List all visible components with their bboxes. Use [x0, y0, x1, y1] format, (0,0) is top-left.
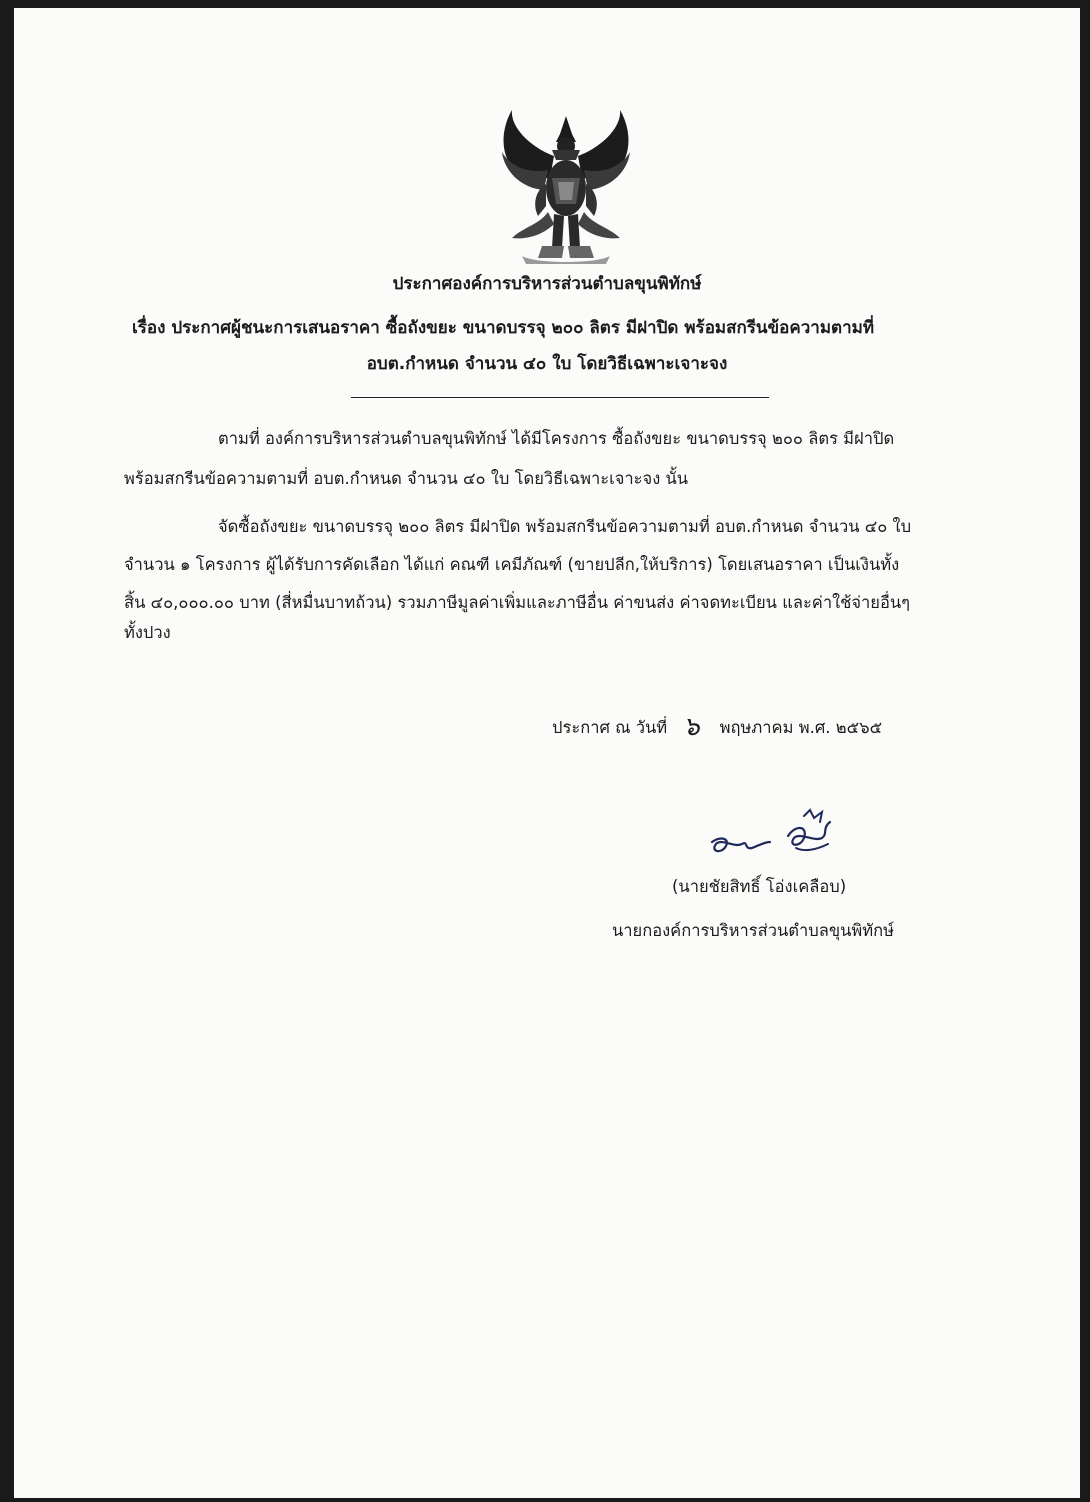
- header-separator: [351, 397, 769, 398]
- paragraph-2-line-4: ทั้งปวง: [124, 623, 171, 642]
- signer-position: นายกองค์การบริหารส่วนตำบลขุนพิทักษ์: [612, 921, 895, 940]
- paragraph-2-line-2: จำนวน ๑ โครงการ ผู้ได้รับการคัดเลือก ได้แก่ คณฑี เคมีภัณฑ์ (ขายปลีก,ให้บริการ) โดยเสนอราคา เป็นเงินทั้ง: [124, 555, 900, 574]
- handwritten-signature: [704, 808, 844, 868]
- date-day-handwritten: ๖: [683, 712, 700, 742]
- paragraph-1-line-1: ตามที่ องค์การบริหารส่วนตำบลขุนพิทักษ์ ได้มีโครงการ ซื้อถังขยะ ขนาดบรรจุ ๒๐๐ ลิตร มีฝาปิด: [218, 429, 895, 448]
- garuda-emblem-icon: [492, 108, 640, 268]
- date-prefix: ประกาศ ณ วันที่: [552, 718, 668, 737]
- paragraph-2-line-1: จัดซื้อถังขยะ ขนาดบรรจุ ๒๐๐ ลิตร มีฝาปิด พร้อมสกรีนข้อความตามที่ อบต.กำหนด จำนวน ๔๐ ใบ: [218, 517, 912, 536]
- signer-name: (นายชัยสิทธิ์ โอ่งเคลือบ): [672, 877, 847, 896]
- announcement-subject-continued: อบต.กำหนด จำนวน ๔๐ ใบ โดยวิธีเฉพาะเจาะจง: [366, 354, 728, 374]
- date-month-year: พฤษภาคม พ.ศ. ๒๕๖๕: [719, 718, 883, 737]
- announcement-title: ประกาศองค์การบริหารส่วนตำบลขุนพิทักษ์: [392, 274, 702, 294]
- announcement-subject: เรื่อง ประกาศผู้ชนะการเสนอราคา ซื้อถังขยะ ขนาดบรรจุ ๒๐๐ ลิตร มีฝาปิด พร้อมสกรีนข้อความตามที่: [131, 318, 875, 338]
- announcement-date: [552, 704, 882, 745]
- document-page: [14, 8, 1080, 1498]
- paragraph-2-line-3: สิ้น ๔๐,๐๐๐.๐๐ บาท (สี่หมื่นบาทถ้วน) รวมภาษีมูลค่าเพิ่มและภาษีอื่น ค่าขนส่ง ค่าจดทะเบียน และค่าใช้จ่ายอื่นๆ: [124, 593, 911, 612]
- paragraph-1-line-2: พร้อมสกรีนข้อความตามที่ อบต.กำหนด จำนวน ๔๐ ใบ โดยวิธีเฉพาะเจาะจง นั้น: [124, 469, 689, 488]
